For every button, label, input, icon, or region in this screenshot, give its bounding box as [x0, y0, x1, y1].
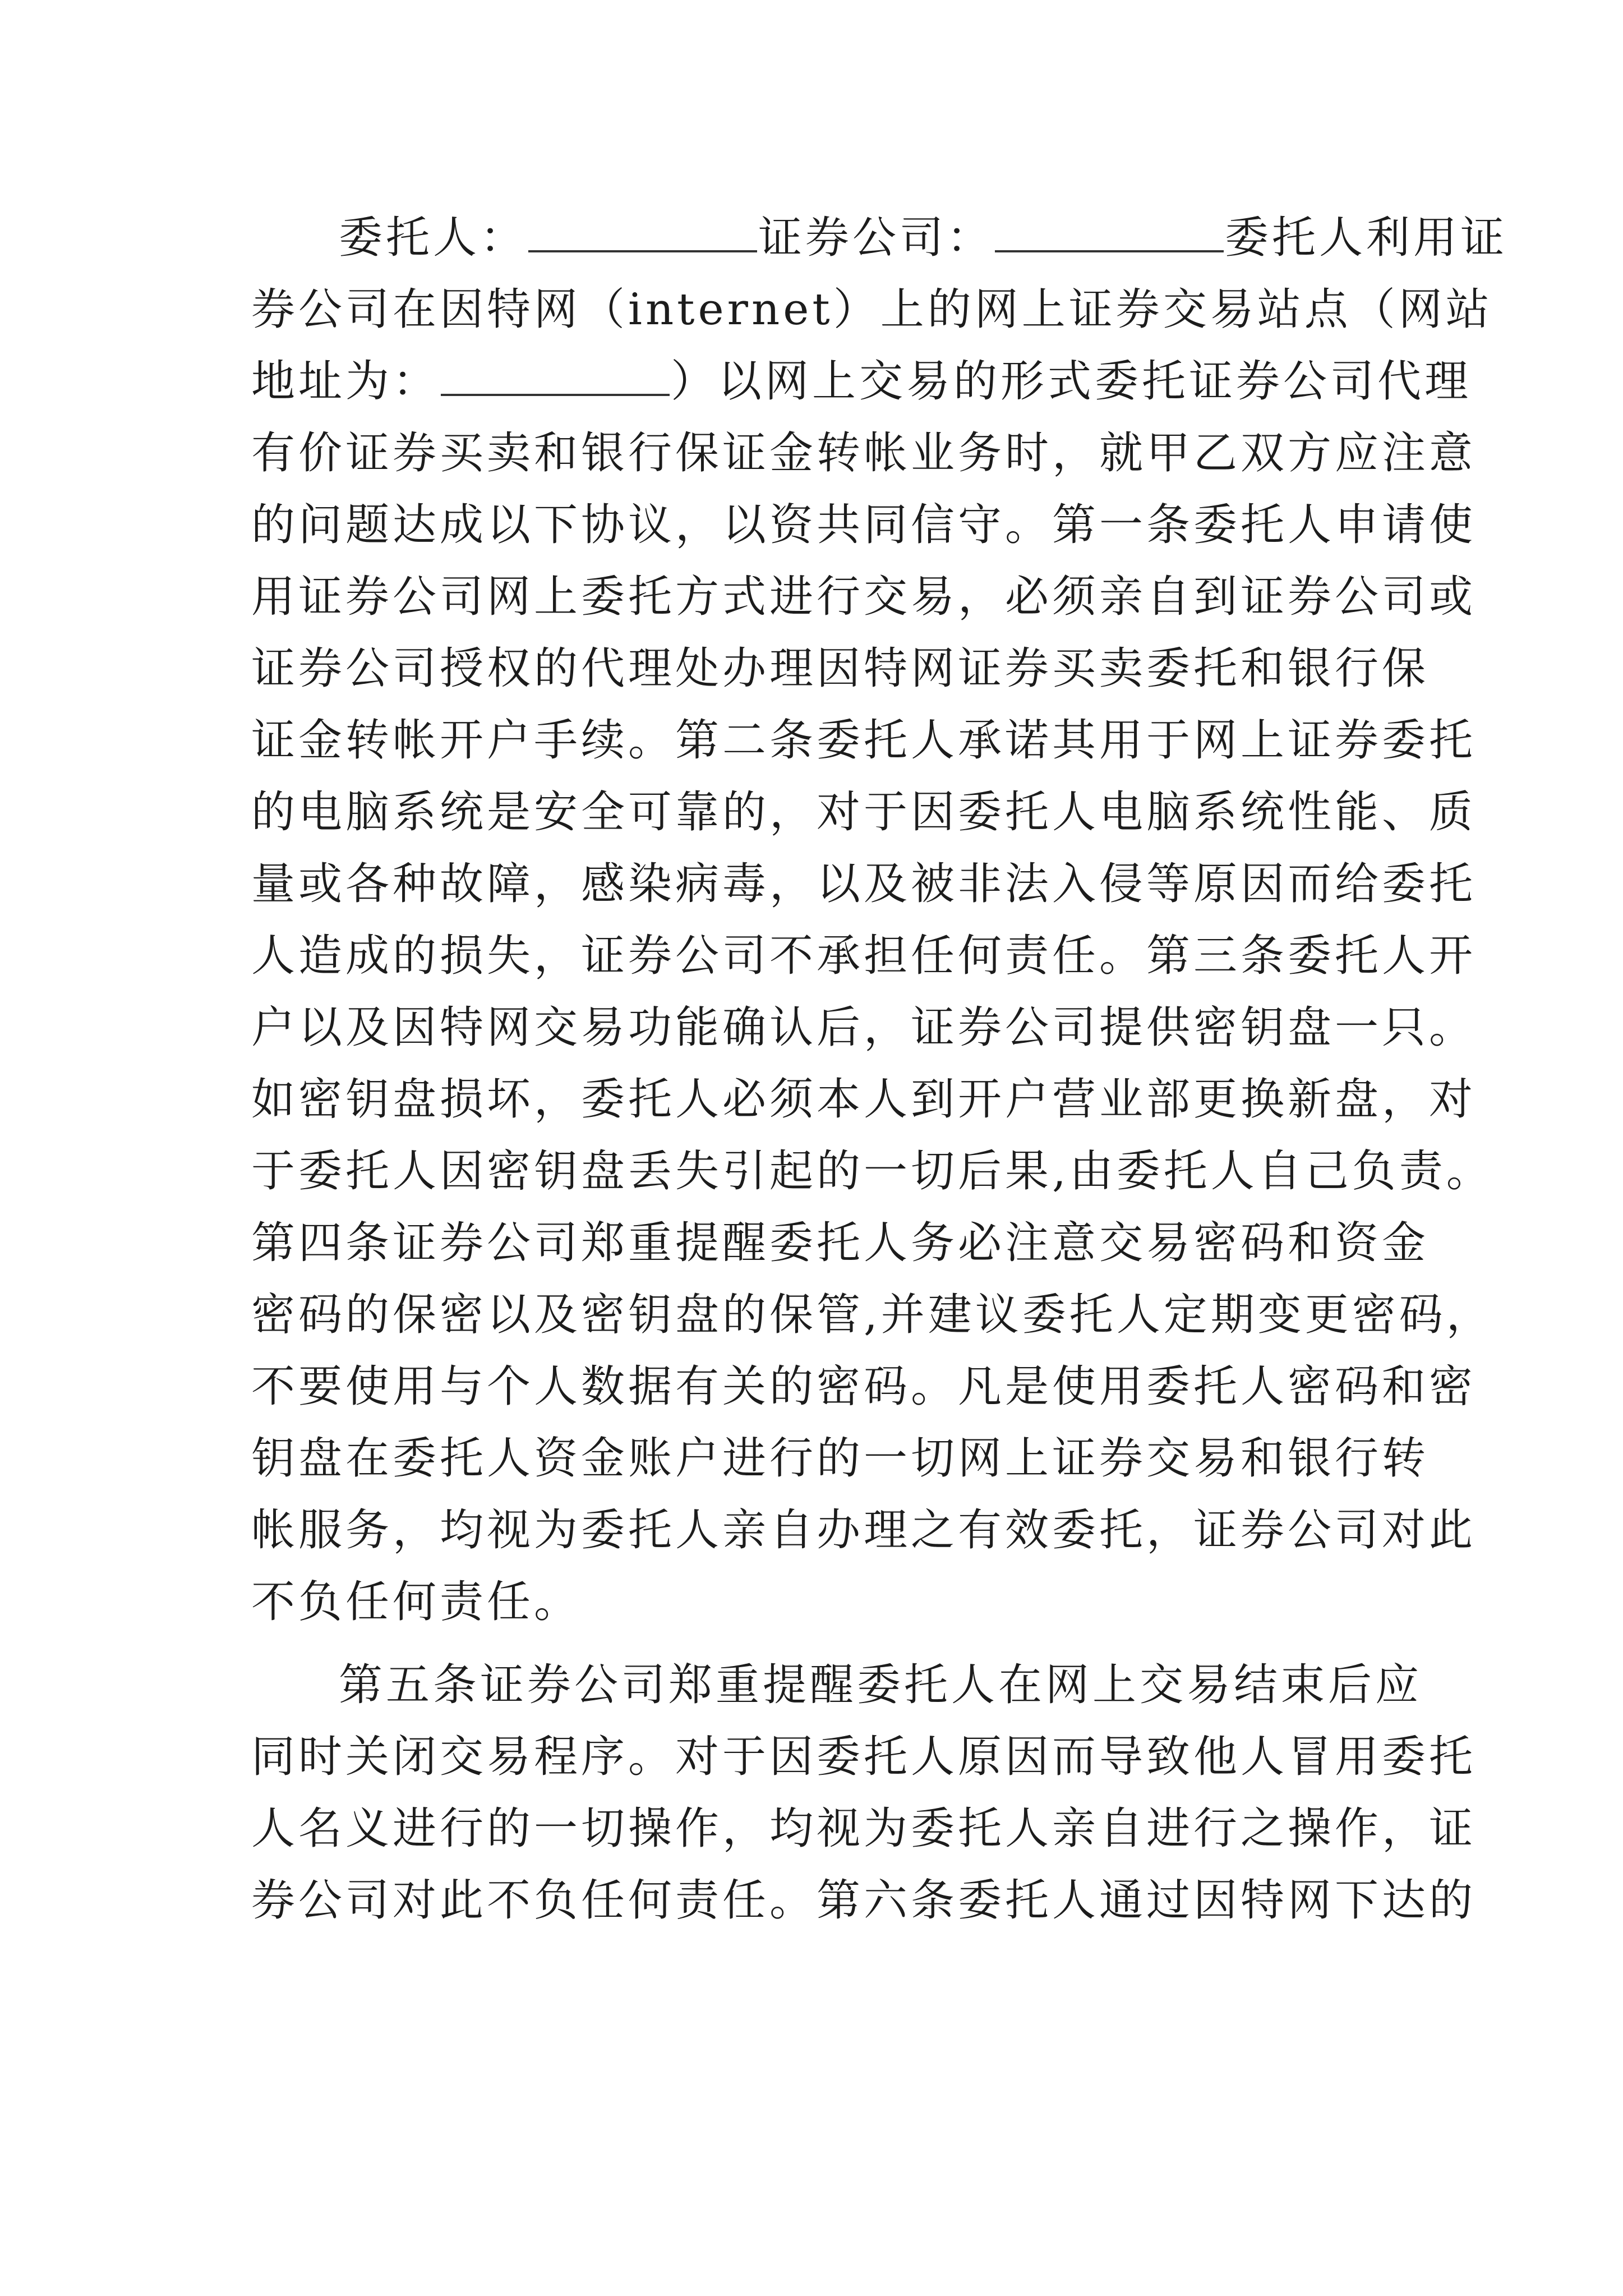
text-line: 不要使用与个人数据有关的密码。凡是使用委托人密码和密: [251, 1361, 1477, 1412]
text-line: 钥盘在委托人资金账户进行的一切网上证券交易和银行转: [251, 1433, 1430, 1484]
text-line: 的电脑系统是安全可靠的，对于因委托人电脑系统性能、质: [251, 787, 1477, 838]
text-line: 帐服务，均视为委托人亲自办理之有效委托，证券公司对此: [251, 1505, 1477, 1556]
website-address-label: 地址为：: [251, 356, 440, 407]
text-line: 户以及因特网交易功能确认后，证券公司提供密钥盘一只。: [251, 1002, 1477, 1053]
text-segment: ）以网上交易的形式委托证券公司代理: [671, 356, 1472, 407]
text-line: 第五条证券公司郑重提醒委托人在网上交易结束后应: [339, 1660, 1423, 1710]
text-line: 的问题达成以下协议，以资共同信守。第一条委托人申请使: [251, 500, 1477, 550]
delegator-blank: [528, 208, 757, 252]
text-line: [251, 346, 1472, 417]
text-line: 用证券公司网上委托方式进行交易，必须亲自到证券公司或: [251, 572, 1477, 622]
text-line: 人造成的损失，证券公司不承担任何责任。第三条委托人开: [251, 931, 1477, 981]
text-line: 人名义进行的一切操作，均视为委托人亲自进行之操作，证: [251, 1803, 1477, 1854]
text-segment: 委托人利用证: [1225, 213, 1508, 263]
text-line: 如密钥盘损坏，委托人必须本人到开户营业部更换新盘，对: [251, 1074, 1477, 1125]
text-line: 证金转帐开户手续。第二条委托人承诺其用于网上证券委托: [251, 715, 1477, 766]
paragraph-gap: [251, 1638, 1395, 1649]
delegator-label: 委托人：: [339, 213, 528, 263]
securities-company-blank: [995, 208, 1224, 252]
text-line: 有价证券买卖和银行保证金转帐业务时，就甲乙双方应注意: [251, 428, 1477, 478]
text-line: 量或各种故障，感染病毒，以及被非法入侵等原因而给委托: [251, 859, 1477, 909]
text-line: 不负任何责任。: [251, 1577, 582, 1627]
text-line: 同时关闭交易程序。对于因委托人原因而导致他人冒用委托: [251, 1732, 1477, 1782]
text-line: 证券公司授权的代理处办理因特网证券买卖委托和银行保: [251, 643, 1430, 694]
text-line: 密码的保密以及密钥盘的保管,并建议委托人定期变更密码，: [251, 1290, 1493, 1340]
document-body: [251, 202, 1508, 1936]
text-line: 于委托人因密钥盘丢失引起的一切后果,由委托人自己负责。: [251, 1146, 1493, 1197]
text-line: 券公司对此不负任何责任。第六条委托人通过因特网下达的: [251, 1875, 1477, 1926]
text-line: 第四条证券公司郑重提醒委托人务必注意交易密码和资金: [251, 1218, 1430, 1268]
text-line: 券公司在因特网（internet）上的网上证券交易站点（网站: [251, 284, 1493, 335]
securities-company-label: 证券公司：: [758, 213, 994, 263]
website-address-blank: [441, 351, 670, 396]
text-line: [251, 202, 1508, 274]
